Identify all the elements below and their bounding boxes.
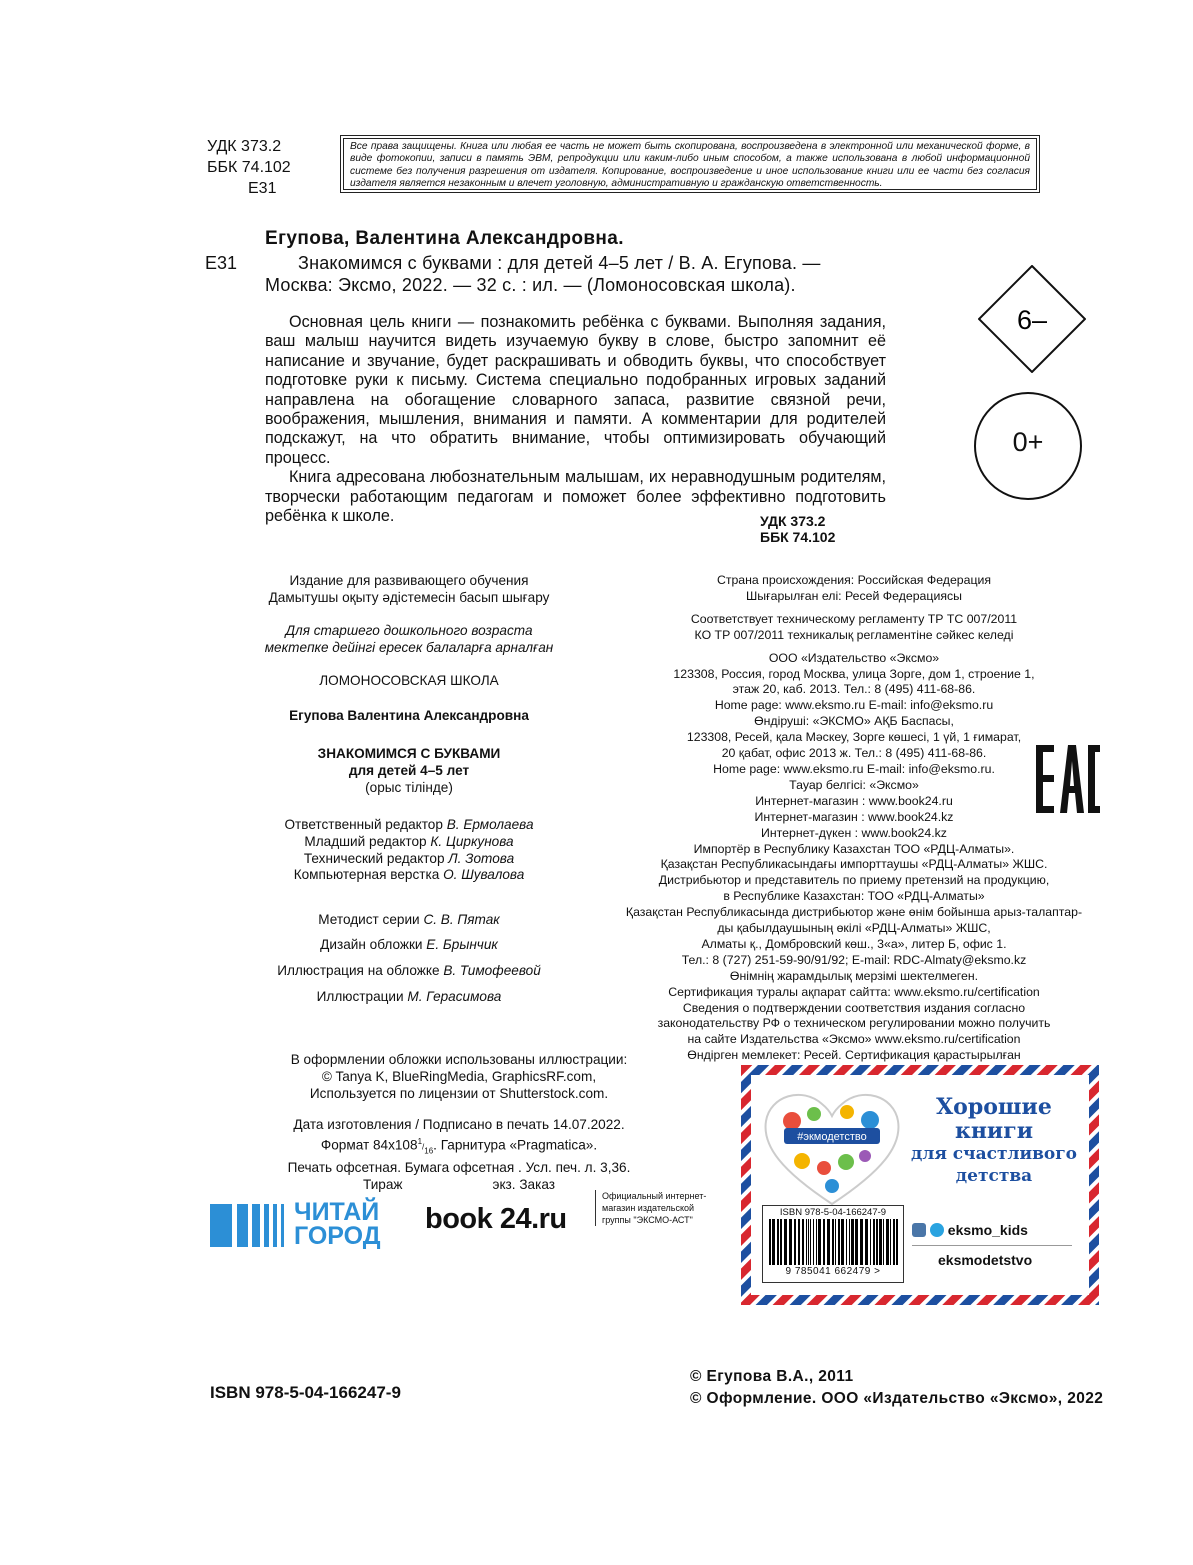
- barcode-bar: [794, 1219, 796, 1265]
- bbk-code: ББК 74.102: [760, 529, 836, 545]
- legal-line: Тауар белгісі: «Эксмо»: [789, 777, 919, 792]
- barcode-bar: [784, 1219, 787, 1265]
- credit-name: С. В. Пятак: [423, 912, 500, 927]
- barcode-bar: [883, 1219, 884, 1265]
- legal-line: Өндіруші: «ЭКСМО» АҚБ Баспасы,: [754, 714, 954, 729]
- book24-logo: book 24.ru: [425, 1203, 567, 1235]
- legal-line: Home page: www.eksmo.ru E-mail: info@eksmo.ru.: [713, 761, 995, 776]
- legal-line: Сведения о подтверждении соответствия издания согласно: [682, 1000, 1026, 1015]
- barcode-bar: [876, 1219, 878, 1265]
- credit-role: Младший редактор: [304, 833, 427, 849]
- chitai-word: ЧИТАЙ: [294, 1198, 380, 1226]
- record-title-line: Знакомимся с буквами : для детей 4–5 лет / В. А. Егупова. —: [298, 253, 821, 273]
- legal-line: Home page: www.eksmo.ru E-mail: info@eksmo.ru: [714, 698, 994, 713]
- legal-line: этаж 20, каб. 2013. Тел.: 8 (495) 411-68-86.: [732, 682, 976, 697]
- credit-line: [229, 937, 589, 954]
- legal-line: на сайте Издательства «Эксмо» www.eksmo.ru/certification: [687, 1032, 1021, 1047]
- bbk-code: ББК 74.102: [207, 159, 291, 176]
- eac-mark-icon: [1034, 743, 1102, 815]
- barcode-bar: [823, 1219, 825, 1265]
- barcode-digits: 9 785041 662479 >: [785, 1266, 881, 1277]
- imprint-language: (орыс тілінде): [365, 779, 453, 795]
- credit-line: [229, 989, 589, 1006]
- credit-role: Иллюстрация на обложке: [277, 963, 440, 978]
- credit-role: Иллюстрации: [316, 989, 404, 1004]
- isbn-bottom: ISBN 978-5-04-166247-9: [210, 1383, 401, 1402]
- print-format: Формат $84x108^1/_{16}$. Гарнитура «Pragmatica».: [320, 1136, 598, 1156]
- legal-line: ООО «Издательство «Эксмо»: [768, 650, 940, 665]
- format-sup: 1: [417, 1136, 423, 1146]
- legal-line: Өндірген мемлекет: Ресей. Сертификация қарастырылған: [687, 1048, 1021, 1063]
- legal-line: Соответствует техническому регламенту ТР ТС 007/2011: [690, 611, 1018, 626]
- age-group-ru: Для старшего дошкольного возраста: [285, 623, 533, 638]
- telegram-icon: [930, 1223, 944, 1237]
- imprint-author: Егупова Валентина Александровна: [289, 708, 529, 723]
- age-rating-circle-label: 0+: [1012, 427, 1044, 457]
- udk-block-record: [760, 513, 835, 545]
- slogan-line: книги: [954, 1118, 1034, 1144]
- imprint-title: ЗНАКОМИМСЯ С БУКВАМИ: [317, 746, 501, 761]
- legal-line: Интернет-магазин : www.book24.ru: [755, 793, 953, 808]
- order-label: экз. Заказ: [492, 1176, 555, 1192]
- credit-role: Компьютерная верстка: [293, 867, 440, 883]
- barcode-bar: [851, 1219, 854, 1265]
- edition-type: [229, 573, 589, 607]
- official-store-note: Официальный интернет-магазин издательской группы "ЭКСМО-АСТ": [595, 1190, 722, 1226]
- record-author: Егупова, Валентина Александровна.: [265, 228, 624, 249]
- age-rating-diamond: [978, 265, 1086, 373]
- slogan-line: Хорошие: [936, 1094, 1052, 1120]
- print-method: Печать офсетная. Бумага офсетная . Усл. печ. л. 3,36.: [287, 1159, 631, 1175]
- legal-line: Страна происхождения: Российская Федерация: [716, 573, 992, 587]
- barcode-bar: [841, 1219, 844, 1265]
- credit-line: [229, 851, 589, 868]
- imprint-title-block: [229, 746, 589, 796]
- edition-type-kz: Дамытушы оқыту әдістемесін басып шығару: [268, 589, 550, 605]
- barcode-bar: [789, 1219, 792, 1265]
- credit-role: Ответственный редактор: [284, 817, 443, 832]
- edition-type-ru: Издание для развивающего обучения: [289, 573, 529, 588]
- barcode-bar: [835, 1219, 836, 1265]
- chitai-gorod-logo: [210, 1194, 400, 1248]
- credit-name: В. Ермолаева: [446, 817, 534, 832]
- legal-line: 123308, Россия, город Москва, улица Зорге, дом 1, строение 1,: [673, 666, 1035, 681]
- abstract-paragraph: Основная цель книги — познакомить ребёнка с буквами. Выполняя задания, ваш малыш научится видеть изучаемую букву в слове, быстро запомнит её написание и звучание, будет раскрашивать и обводить буквы, что способствует подготовке руки к письму. Система специально подобранных игровых заданий направлена на обогащение словарного запаса, развитие связной речи, воображения, мышления, внимания и памяти. А комментарии для родителей подскажут, на что обратить внимание, чтобы оптимизировать обучающий процесс.: [265, 313, 886, 467]
- social-divider: [912, 1245, 1072, 1246]
- series-name: ЛОМОНОСОВСКАЯ ШКОЛА: [319, 673, 499, 688]
- legal-line: в Республике Казахстан: ТОО «РДЦ-Алматы»: [723, 889, 985, 904]
- barcode-bar: [798, 1219, 800, 1265]
- social-handle-2: eksmodetstvo: [938, 1252, 1033, 1268]
- social-vk: [912, 1222, 1028, 1238]
- barcode-bar: [849, 1219, 850, 1265]
- legal-line: 20 қабат, офис 2013 ж. Тел.: 8 (495) 411-68-86.: [721, 746, 987, 761]
- legal-line: Интернет-магазин : www.book24.kz: [754, 809, 954, 824]
- legal-line: Интернет-дүкен : www.book24.kz: [761, 825, 947, 840]
- legal-line: Импортёр в Республику Казахстан ТОО «РДЦ-Алматы».: [693, 841, 1015, 856]
- credit-role: Дизайн обложки: [320, 937, 423, 952]
- imprint-subtitle: для детей 4–5 лет: [348, 762, 470, 778]
- slogan-line: детства: [955, 1166, 1033, 1186]
- barcode-bar: [816, 1219, 817, 1265]
- barcode-bar: [806, 1219, 807, 1265]
- illustration-line: Используется по лицензии от Shutterstock.com.: [309, 1085, 609, 1101]
- barcode-bar: [832, 1219, 834, 1265]
- barcode-bar: [873, 1219, 875, 1265]
- credit-line: [229, 912, 589, 929]
- barcode-bar: [813, 1219, 814, 1265]
- barcode-bar: [838, 1219, 840, 1265]
- format-value: Формат 84x108: [320, 1137, 418, 1153]
- slogan-line: для счастливого: [911, 1144, 1077, 1164]
- format-sub: 16: [424, 1146, 434, 1156]
- barcode-bar: [818, 1219, 821, 1265]
- vk-icon: [912, 1223, 926, 1237]
- legal-line: 123308, Ресей, қала Мәскеу, Зорге көшесі, 1 үй, 1 ғимарат,: [686, 730, 1022, 745]
- print-date: Дата изготовления / Подписано в печать 14.07.2022.: [293, 1117, 625, 1132]
- barcode-bar: [827, 1219, 830, 1265]
- barcode-bar: [772, 1219, 775, 1265]
- rights-notice: Все права защищены. Книга или любая ее часть не может быть скопирована, воспроизведена в электронной или механической форме, в виде фотокопии, записи в память ЭВМ, репродукции или каким-либо иным способом, а также использована в любой информационной системе без получения разрешения от издателя. Копирование, воспроизведение и иное использование книги или ее части без согласия издателя является незаконным и влечет уголовную, административную и гражданскую ответственность.: [343, 138, 1037, 190]
- heart-badge-icon: [762, 1086, 902, 1206]
- age-rating-diamond-label: 6–: [1016, 305, 1048, 335]
- age-rating-circle: [974, 392, 1082, 500]
- illustration-line: В оформлении обложки использованы иллюстрации:: [290, 1052, 628, 1067]
- record-imprint-line: Москва: Эксмо, 2022. — 32 с. : ил. — (Ломоносовская школа).: [265, 275, 796, 295]
- copyright-block: [690, 1366, 1103, 1410]
- barcode-box: [762, 1205, 904, 1283]
- credit-line: [229, 834, 589, 851]
- barcode-bar: [777, 1219, 779, 1265]
- illustration-line: © Tanya K, BlueRingMedia, GraphicsRF.com,: [321, 1068, 597, 1084]
- barcode-bar: [870, 1219, 871, 1265]
- age-group: [229, 623, 589, 657]
- credit-line: [229, 867, 589, 884]
- barcode-bar: [846, 1219, 847, 1265]
- legal-line: Сертификация туралы ақпарат сайтта: www.eksmo.ru/certification: [668, 984, 1040, 999]
- credit-name: Е. Брынчик: [426, 937, 498, 952]
- credit-name: Л. Зотова: [448, 850, 515, 866]
- legal-line: ды қабылдаушының өкілі «РДЦ-Алматы» ЖШС,: [717, 921, 991, 936]
- age-group-kz: мектепке дейінгі ересек балаларға арналған: [264, 639, 554, 655]
- barcode-bar: [769, 1219, 771, 1265]
- barcode-bar: [879, 1219, 882, 1265]
- barcode-bar: [780, 1219, 782, 1265]
- staff-credits: [229, 817, 589, 884]
- barcode-isbn: ISBN 978-5-04-166247-9: [779, 1207, 887, 1218]
- credit-line: [229, 817, 589, 834]
- barcode-bar: [890, 1219, 891, 1265]
- chitai-gorod-text: [294, 1200, 381, 1248]
- gorod-word: ГОРОД: [294, 1222, 381, 1250]
- legal-info: [604, 573, 1104, 1064]
- legal-line: Тел.: 8 (727) 251-59-90/91/92; E-mail: RDC-Almaty@eksmo.kz: [681, 952, 1027, 967]
- postcard-slogan: [900, 1095, 1088, 1187]
- social-handle: eksmo_kids: [947, 1222, 1028, 1238]
- record-abstract: [265, 313, 886, 526]
- legal-line: Дистрибьютор и представитель по приему претензий на продукцию,: [658, 873, 1050, 888]
- barcode-bar: [802, 1219, 804, 1265]
- barcode-bar: [808, 1219, 809, 1265]
- barcode-bar: [893, 1219, 895, 1265]
- barcode-bar: [810, 1219, 811, 1265]
- barcode-bar: [886, 1219, 889, 1265]
- barcode-bar: [860, 1219, 863, 1265]
- copyright-line: © Егупова В.А., 2011: [690, 1368, 854, 1385]
- copyright-line: © Оформление. ООО «Издательство «Эксмо», 2022: [690, 1390, 1104, 1407]
- udk-code: УДК 373.2: [207, 138, 282, 155]
- credit-name: О. Шувалова: [443, 867, 525, 883]
- hashtag-label: #экмодетство: [797, 1131, 867, 1143]
- legal-line: Шығарылған елі: Ресей Федерациясы: [746, 588, 962, 603]
- eac-mark-label: EAC: [1068, 743, 1071, 744]
- udk-code: УДК 373.2: [760, 513, 826, 529]
- credit-name: М. Герасимова: [407, 989, 502, 1004]
- legal-line: Қазақстан Республикасындағы импорттаушы «РДЦ-Алматы» ЖШС.: [660, 857, 1048, 872]
- credit-role: Методист серии: [318, 912, 420, 927]
- legal-line: Өнімнің жарамдылық мерзімі шектелмеген.: [729, 968, 979, 983]
- credit-role: Технический редактор: [303, 850, 445, 866]
- credit-line: [229, 963, 589, 980]
- udk-block-top: [207, 136, 291, 199]
- typeface: . Гарнитура «Pragmatica».: [433, 1137, 598, 1153]
- barcode-bar: [855, 1219, 858, 1265]
- author-code: Е31: [248, 180, 277, 197]
- legal-line: Алматы қ., Домбровский көш., 3«а», литер Б, офис 1.: [701, 936, 1007, 951]
- barcode-bar: [865, 1219, 868, 1265]
- abstract-paragraph: Книга адресована любознательным малышам, их неравнодушным родителям, творчески работающим педагогам и поможет более эффективно подготовить ребёнка к школе.: [265, 468, 886, 526]
- credit-name: В. Тимофеевой: [443, 963, 541, 978]
- legal-line: Қазақстан Республикасында дистрибьютор және өнім бойынша арыз-талаптар-: [625, 905, 1083, 920]
- print-run-label: Тираж: [363, 1176, 403, 1192]
- barcode-bars: [765, 1219, 901, 1265]
- credit-name: К. Циркунова: [430, 833, 514, 849]
- legal-line: законодательству РФ о техническом регулировании можно получить: [657, 1016, 1051, 1031]
- record-code: Е31: [205, 253, 238, 273]
- barcode-bar: [896, 1219, 898, 1265]
- legal-line: КО ТР 007/2011 техникалық регламентіне сәйкес келеді: [694, 627, 1014, 642]
- print-details: [249, 1117, 669, 1193]
